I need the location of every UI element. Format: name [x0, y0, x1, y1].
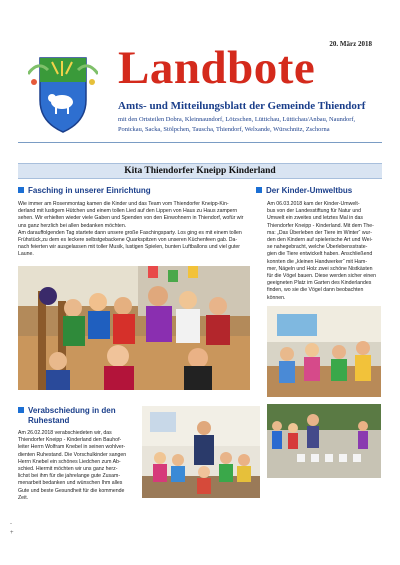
umweltbus-article	[267, 201, 381, 302]
umweltbus-line: finden, wo sie die Vögel dann beobachten	[267, 287, 364, 294]
bullet-square-icon	[18, 407, 24, 413]
bullet-square-icon	[18, 187, 24, 193]
verabschiedung-line: Herrn Knebel ein schönes Liedchen zum Ab-	[18, 458, 121, 465]
verabschiedung-line: dienten Ruhestand. Die Vorschulkinder sangen	[18, 451, 127, 458]
fasching-line: nach feierten wir ausgelassen mit toller Musik, lustigen Spielen, bunten Luftballons und viel guter	[18, 244, 241, 251]
umweltbus-line: Am 06.03.2018 kam der Kinder-Umwelt-	[267, 201, 360, 207]
umweltbus-photo-1	[267, 306, 381, 397]
umweltbus-line: se nahegebracht, welche Überlebensstrate-	[267, 244, 368, 251]
umweltbus-heading	[256, 186, 352, 195]
fasching-heading-text: Fasching in unserer Einrichtung	[28, 186, 151, 195]
umweltbus-line: bus von der Landesstiftung für Natur und	[267, 208, 362, 215]
umweltbus-line: Umwelt ein zweites und letztes Mal in das	[267, 215, 364, 222]
verabschiedung-line: Thiendorfer Kneipp - Kinderland den Bauhof-	[18, 437, 122, 444]
districts-line-1: mit den Ortsteilen Dobra, Kleinnaundorf, Lötzschen, Lüttichau, Lüttichau/Anbau, Naundorf,	[118, 116, 356, 123]
verabschiedung-line: Am 26.02.2018 verabschiedeten wir, das	[18, 430, 112, 436]
municipal-crest-icon	[28, 52, 98, 134]
newspaper-subtitle: Amts- und Mitteilungsblatt der Gemeinde Thiendorf	[118, 100, 366, 112]
fasching-line: derland mit lustigem Hütchen und einem tollen Lied auf den Lippen von Haus zu Haus zampern	[18, 208, 238, 215]
verabschiedung-line: leiter Herrn Wolfram Knebel in seinen wohlver-	[18, 444, 126, 451]
fasching-line: Wie immer am Rosenmontag kamen die Kinder und das Team vom Thiendorfer Kneipp-Kin-	[18, 201, 229, 207]
fasching-heading	[18, 186, 151, 195]
fasching-article	[18, 201, 250, 259]
umweltbus-line: mer, Nägeln und Holz zwei schöne Nistkästen	[267, 265, 373, 272]
umweltbus-line: ma: „Das Überleben der Tiere im Winter“ wur-	[267, 229, 372, 236]
districts-list	[118, 115, 380, 135]
verabschiedung-line: menarbeit bedanken und wünschen Ihm alles	[18, 480, 123, 487]
umweltbus-line: gien die Tiere entwickelt haben. Anschließend	[267, 251, 373, 258]
newspaper-title: Landbote	[118, 42, 316, 94]
fasching-photo	[18, 266, 250, 390]
footer-mark-2: +	[10, 530, 14, 536]
umweltbus-line: konnten die „kleinen Handwerker“ mit Ham-	[267, 258, 368, 265]
verabschiedung-line: Zeit.	[18, 494, 29, 501]
umweltbus-line: geeigneten Platz im Garten des Kinderlandes	[267, 280, 372, 287]
footer-marks	[10, 520, 14, 538]
districts-line-2: Ponickau, Sacka, Stölpchen, Tauscha, Thiendorf, Welxande, Würschnitz, Zschorna	[118, 126, 330, 134]
umweltbus-line: für die Vögel bauen. Diese werden sicher einen	[267, 273, 377, 280]
verabschiedung-heading	[18, 406, 116, 426]
issue-date: 20. März 2018	[329, 40, 372, 48]
footer-mark-1: -	[10, 521, 12, 527]
verabschiedung-article	[18, 430, 136, 502]
fasching-line: uns ganz herzlich bei allen bedanken möchten.	[18, 222, 127, 229]
verabschiedung-line: schied. Hiermit möchten wir uns ganz herz-	[18, 466, 118, 473]
header-divider	[18, 142, 382, 143]
verabschiedung-line: Gute und beste Gesundheit für die kommende	[18, 487, 125, 494]
umweltbus-line: Thiendorfer Kneipp - Kinderland. Mit dem The-	[267, 222, 374, 229]
verabschiedung-photo	[142, 406, 260, 498]
verabschiedung-heading-line2: Ruhestand	[28, 416, 70, 425]
verabschiedung-heading-line1: Verabschiedung in den	[28, 406, 116, 415]
fasching-line: Frühstück,zu dem es leckere selbstgebackene Quarkspitzen von unseren Küchenfeen gab. Da-	[18, 237, 238, 244]
umweltbus-line: den den Kindern auf spielerische Art und Wei-	[267, 237, 373, 244]
section-banner	[18, 163, 382, 179]
umweltbus-heading-text: Der Kinder-Umweltbus	[266, 186, 353, 195]
fasching-line: sehen. Wir erhielten wieder viele Gaben und Spenden von den Einwohnern in Thiendorf, wofür wir	[18, 215, 244, 222]
umweltbus-line: können.	[267, 294, 286, 301]
verabschiedung-line: lichst bei ihm für die jahrelange gute Zusam-	[18, 473, 121, 480]
fasching-line: Laune.	[18, 251, 34, 258]
fasching-line: Am darauffolgenden Tag startete dann unsere große Faschingsparty. Los ging es mit einem tollen	[18, 229, 242, 236]
umweltbus-photo-2	[267, 404, 381, 478]
bullet-square-icon	[256, 187, 262, 193]
banner-title: Kita Thiendorfer Kneipp Kinderland	[124, 166, 276, 176]
